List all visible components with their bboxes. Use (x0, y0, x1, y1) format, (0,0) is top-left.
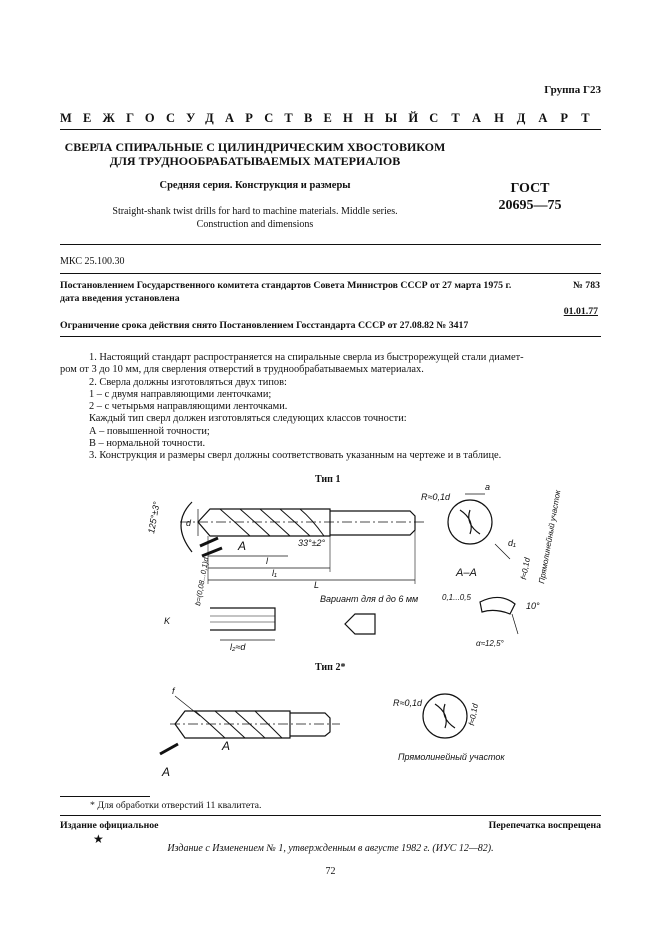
label-K: K (164, 616, 171, 626)
mks-code: МКС 25.100.30 (60, 256, 125, 267)
gost-label: ГОСТ (510, 181, 550, 196)
footer-rule (60, 815, 601, 816)
footnote-rule (60, 796, 150, 797)
label-type-2-A: A (222, 739, 231, 753)
clause-2: 2. Сверла должны изготовляться двух типов: (89, 376, 287, 388)
label-l1: l₁ (272, 568, 277, 578)
label-l: l (266, 556, 268, 566)
english-title-line-2: Construction and dimensions (196, 218, 314, 230)
label-angle-10: 10° (526, 601, 540, 611)
drill-shank-outline (330, 511, 415, 535)
label-type-2-A-section: A (162, 765, 171, 779)
figure-type-2-title: Тип 2* (315, 662, 346, 673)
label-type-2-f2: f≈0,1d (467, 702, 480, 727)
label-type-2-f: f (172, 686, 175, 696)
figure-type-1-title: Тип 1 (315, 474, 341, 485)
clause-2-item-1: 1 – с двумя направляющими ленточками; (89, 388, 272, 400)
footnote: * Для обработки отверстий 11 квалитета. (90, 800, 262, 811)
decree (60, 280, 600, 305)
label-l2: l₂≈d (230, 642, 246, 652)
official-edition: Издание официальное (60, 820, 159, 831)
label-d1: d₁ (508, 538, 516, 548)
label-L: L (314, 580, 320, 590)
label-section-aa: A–A (456, 567, 477, 579)
decree-number: № 783 (573, 280, 600, 291)
title-line-2: ДЛЯ ТРУДНООБРАБАТЫВАЕМЫХ МАТЕРИАЛОВ (109, 154, 401, 168)
clause-1-line-2: ром от 3 до 10 мм, для сверления отверстий в труднообрабатываемых материалах. (60, 364, 424, 376)
banner-word-interstate: МЕЖГОСУДАРСТВЕННЫЙ (60, 111, 430, 125)
section-aa-flutes (460, 510, 480, 534)
label-point-angle: 125°±3° (146, 500, 162, 535)
english-title (60, 206, 450, 231)
header-rule (60, 129, 601, 130)
label-type-2-straight-section: Прямолинейный участок (398, 752, 505, 762)
reprint-prohibited: Перепечатка воспрещена (488, 820, 601, 831)
title-rule (60, 244, 601, 245)
document-title (60, 140, 450, 168)
type-2-drill-shank (290, 713, 330, 736)
type-2-cut-mark (160, 744, 178, 754)
star-mark: ★ (93, 832, 104, 846)
title-line-1: СВЕРЛА СПИРАЛЬНЫЕ С ЦИЛИНДРИЧЕСКИМ ХВОСТОВИКОМ (64, 140, 446, 154)
section-cut-mark-2 (202, 548, 222, 556)
chamfer-detail (480, 597, 515, 614)
drill-flutes (220, 509, 324, 536)
label-alpha: α≈12,5° (476, 639, 504, 648)
gost-number: 20695—75 (498, 198, 562, 213)
label-helix-angle: 33°±2° (298, 538, 326, 548)
amendment-note: Издание с Изменением № 1, утвержденным в августе 1982 г. (ИУС 12—82). (167, 843, 494, 854)
margin-detail (210, 608, 275, 630)
type-2-drill-body (175, 711, 290, 738)
type-2-drawing (140, 676, 505, 786)
clause-2-class-a: А – повышенной точности; (89, 425, 210, 437)
variant-drill-point (345, 614, 375, 634)
page-number: 72 (325, 866, 336, 877)
label-f: f≈0,1d (519, 556, 532, 581)
clause-2-item-2: 2 – с четырьмя направляющими ленточками. (89, 401, 288, 413)
section-cut-mark-1 (200, 538, 218, 546)
group-code: Группа Г23 (544, 84, 601, 96)
effective-date: 01.01.77 (563, 306, 598, 317)
label-type-2-radius: R≈0,1d (393, 698, 422, 708)
decree-line-1: Постановлением Государственного комитета стандартов Совета Министров СССР от 27 марта 1975 г. (60, 280, 512, 291)
type-2-flutes (195, 711, 282, 738)
banner-word-standard: СТАНДАРТ (429, 111, 603, 125)
clause-1-line-1: 1. Настоящий стандарт распространяется на спиральные сверла из быстрорежущей стали диамет- (89, 352, 524, 363)
label-A: A (238, 539, 247, 553)
english-title-line-1: Straight-shank twist drills for hard to machine materials. Middle series. (112, 206, 398, 217)
label-straight-section: Прямолинейный участок (537, 489, 563, 585)
clause-2-class-b: В – нормальной точности. (89, 438, 206, 450)
mks-rule (60, 273, 601, 274)
label-d: d (186, 518, 192, 528)
clause-3: 3. Конструкция и размеры сверл должны соответствовать указанным на чертеже и в таблице. (89, 450, 502, 462)
label-variant: Вариант для d до 6 мм (320, 594, 419, 604)
standard-banner (60, 111, 601, 126)
label-radius: R≈0,1d (421, 492, 450, 502)
gost-designation (485, 180, 575, 214)
label-a: a (485, 482, 491, 492)
body-text (60, 352, 601, 463)
type-1-drawing (140, 484, 610, 654)
clause-2-classes: Каждый тип сверл должен изготовляться следующих классов точности: (89, 413, 407, 425)
label-b: b=(0,08...0,1)d (193, 556, 211, 607)
decree-rule (60, 336, 601, 337)
document-subtitle: Средняя серия. Конструкция и размеры (159, 180, 351, 191)
decree-line-2: дата введения установлена (60, 292, 180, 304)
label-chamfer: 0,1...0,5 (442, 593, 471, 602)
type-2-section-flutes (435, 704, 455, 728)
limit-removed: Ограничение срока действия снято Постановлением Госстандарта СССР от 27.08.82 № 3417 (60, 320, 469, 331)
